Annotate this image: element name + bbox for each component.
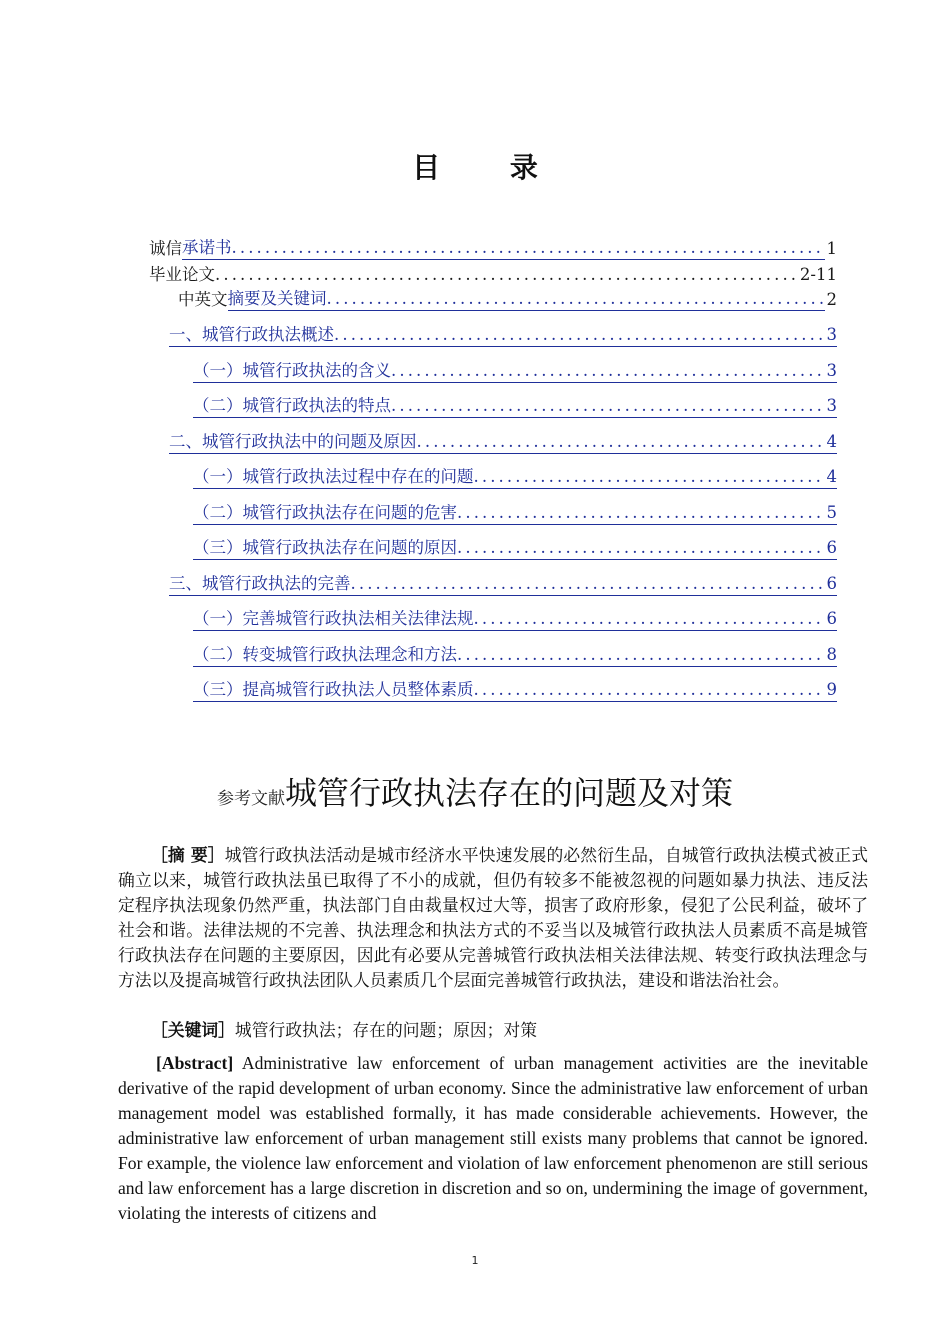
toc-entry-link[interactable]: （一）完善城管行政执法相关法律法规: [193, 609, 474, 628]
paper-title: 城管行政执法存在的问题及对策: [284, 774, 733, 812]
toc-entry[interactable]: [193, 500, 837, 525]
toc-entry-link[interactable]: （二）转变城管行政执法理念和方法: [193, 645, 457, 664]
toc-entry-link[interactable]: 三、城管行政执法的完善: [169, 574, 351, 593]
toc-entry[interactable]: [169, 571, 837, 596]
toc-entry[interactable]: [178, 287, 837, 311]
toc-entry-page: 5: [826, 503, 837, 522]
toc-leader-dots: [457, 502, 825, 524]
toc-entry[interactable]: [169, 429, 837, 454]
keywords-text: 城管行政执法；存在的问题；原因；对策: [234, 1020, 537, 1040]
toc-leader-dots: [474, 608, 825, 630]
abstract-label: ［摘 要］: [151, 845, 225, 865]
toc-entry-page: 4: [826, 432, 837, 451]
keywords-paragraph: [118, 1018, 868, 1043]
toc-leader-dots: [474, 679, 825, 701]
toc-entry-link[interactable]: （一）城管行政执法过程中存在的问题: [193, 467, 474, 486]
keywords-label: ［关键词］: [151, 1020, 235, 1040]
toc-entry[interactable]: [149, 236, 837, 260]
english-abstract-label: [Abstract]: [156, 1053, 234, 1073]
toc-entry-page: 6: [826, 538, 837, 557]
toc-leader-dots: [474, 466, 825, 488]
toc-entry[interactable]: [193, 393, 837, 418]
toc-title: 目 录: [412, 151, 568, 184]
toc-entry[interactable]: [193, 358, 837, 383]
references-label: 参考文献: [216, 789, 285, 809]
toc-entry-page: 6: [826, 574, 837, 593]
toc-entry-link[interactable]: 二、城管行政执法中的问题及原因: [169, 432, 417, 451]
toc-entry[interactable]: [193, 606, 837, 631]
abstract-text: 城管行政执法活动是城市经济水平快速发展的必然衍生品，自城管行政执法模式被正式确立以来，城管行政执法虽已取得了不小的成就，但仍有较多不能被忽视的问题如暴力执法、违反法定程序执法现象仍然严重，执法部门自由裁量权过大等，损害了政府形象，侵犯了公民利益，破坏了社会和谐。法律法规的不完善、执法理念和执法方式的不妥当以及城管行政执法人员素质不高是城管行政执法存在问题的主要原因，因此有必要从完善城管行政执法相关法律法规、转变行政执法理念与方法以及提高城管行政执法团队人员素质几个层面完善城管行政执法，建设和谐法治社会。: [118, 845, 868, 990]
paper-heading: [0, 768, 950, 814]
toc-entry[interactable]: [169, 322, 837, 347]
toc-entry-page: 1: [826, 239, 837, 258]
toc-entry-link[interactable]: 一、城管行政执法概述: [169, 325, 334, 344]
toc-entry-page: 2: [826, 290, 837, 309]
toc-entry-page: 9: [826, 680, 837, 699]
toc-entry-prefix: 诚信: [149, 239, 182, 258]
toc-leader-dots: [232, 237, 825, 260]
toc-leader-dots: [391, 360, 825, 382]
toc-leader-dots: [457, 644, 825, 666]
toc-entry-link[interactable]: （三）城管行政执法存在问题的原因: [193, 538, 457, 557]
abstract-paragraph: [118, 843, 868, 993]
toc-entry[interactable]: [193, 464, 837, 489]
toc-entry-page: 3: [826, 361, 837, 380]
toc-entry[interactable]: [193, 677, 837, 702]
toc-entry-link[interactable]: （二）城管行政执法存在问题的危害: [193, 503, 457, 522]
toc-leader-dots: [334, 324, 825, 346]
toc-entry[interactable]: [193, 642, 837, 667]
toc-entry-link[interactable]: （三）提高城管行政执法人员整体素质: [193, 680, 474, 699]
toc-entry-page: 6: [826, 609, 837, 628]
toc-leader-dots: [417, 431, 825, 453]
english-abstract-text: Administrative law enforcement of urban management activities are the inevitable derivative of the rapid development of urban economy. Since the administrative law enforcement of urban management model was established formally, it has made considerable achievements. However, the administrative law enforcement of urban management still exists many problems that cannot be ignored. For example, the violence law enforcement and violation of law enforcement phenomenon are still serious and law enforcement has a large discretion in discretion and so on, undermining the image of government, violating the interests of citizens and: [118, 1053, 868, 1223]
toc-entry-page: 3: [826, 325, 837, 344]
toc-entry-link[interactable]: （一）城管行政执法的含义: [193, 361, 391, 380]
toc-leader-dots: [215, 264, 798, 286]
page-number: 1: [471, 1254, 479, 1267]
toc-entry-page: 8: [826, 645, 837, 664]
toc-entry-link[interactable]: （二）城管行政执法的特点: [193, 396, 391, 415]
toc-entry-link[interactable]: 摘要及关键词: [228, 288, 327, 311]
toc-leader-dots: [457, 537, 825, 559]
toc-entry: [149, 262, 837, 286]
toc-entry-prefix: 中英文: [178, 290, 228, 309]
toc-entry-page: 2-11: [799, 265, 837, 284]
toc-entry[interactable]: [193, 535, 837, 560]
toc-entry-link[interactable]: 承诺书: [182, 237, 232, 260]
toc-entry-page: 4: [826, 467, 837, 486]
toc-leader-dots: [327, 288, 825, 311]
toc-entry-prefix: 毕业论文: [149, 265, 215, 284]
toc-entry-page: 3: [826, 396, 837, 415]
toc-leader-dots: [391, 395, 825, 417]
english-abstract-paragraph: [118, 1051, 868, 1226]
toc-leader-dots: [351, 573, 825, 595]
